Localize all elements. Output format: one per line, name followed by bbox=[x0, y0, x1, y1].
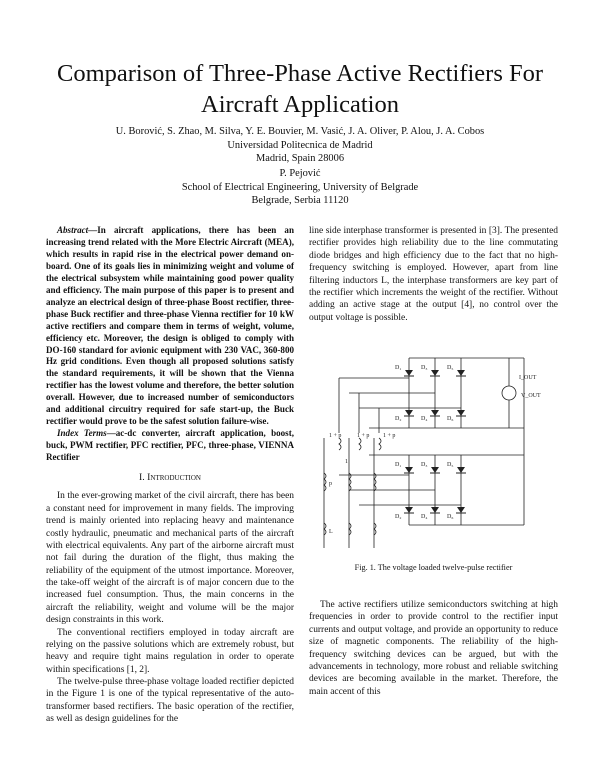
label-d5: D₅ bbox=[447, 365, 454, 371]
author-block-2 bbox=[30, 167, 570, 208]
paper-title bbox=[30, 58, 570, 120]
location-2: Belgrade, Serbia 11120 bbox=[251, 195, 349, 207]
title-line-2: Aircraft Application bbox=[201, 91, 399, 118]
index-terms-text: —ac-dc converter, aircraft application, boost, buck, PWM rectifier, PFC rectifier, PFC, three-phase, VIENNA Rectifier bbox=[46, 428, 294, 463]
label-d1: D₁ bbox=[395, 365, 402, 371]
left-column bbox=[46, 225, 294, 726]
label-d4b: D₄ bbox=[421, 514, 428, 520]
location-1: Madrid, Spain 28006 bbox=[255, 153, 345, 165]
label-d2b: D₂ bbox=[395, 514, 402, 520]
index-terms-label: Index Terms bbox=[57, 428, 107, 439]
label-1p-c: 1 + p bbox=[383, 433, 396, 439]
author-block-1 bbox=[30, 125, 570, 166]
right-column-top bbox=[309, 225, 558, 324]
label-vout: V_OUT bbox=[521, 393, 541, 399]
intro-paragraph-1: In the ever-growing market of the civil aircraft, there has been a constant need for improvement in many fields. The improving trend is mainly oriented into replacing heavy and maintenance costly hydraulic, pneumatic and mechanical parts of the aircraft with electrical equivalents. Any part of the airborne aircraft must not fail during the duration of the flight, thus making the reliability of the equipment of the utmost importance. Moreover, the take-off weight of the aircraft is of major concern due to the increased fuel consumption. Thus, the main concerns in the aircraft the reliability, weight and volume will be the major design constraints in this work. bbox=[46, 491, 294, 626]
abstract bbox=[46, 225, 294, 428]
label-d1b: D₁ bbox=[395, 462, 402, 468]
right-paragraph-2: The active rectifiers utilize semiconductors switching at high frequencies in order to provide control to the rectifier input currents and output voltage, and provide an opportunity to reduce size of magnetic components. The reliability of the high-frequency switching devices can be argued, but with the advancements in technology, more robust and reliable switching devices are becoming available in the market. Therefore, the main accent of this bbox=[309, 600, 558, 697]
circuit-diagram bbox=[309, 343, 558, 553]
intro-paragraph-2: The conventional rectifiers employed in today aircraft are relying on the passive solutions which are extremely robust, but heavy and require tight mains regulation in order to operate within specifications [1, 2]. bbox=[46, 627, 294, 675]
label-d4: D₄ bbox=[421, 416, 428, 422]
figure-1-circuit bbox=[309, 343, 558, 553]
label-d6b: D₆ bbox=[447, 514, 454, 520]
author-2: P. Pejović bbox=[279, 168, 321, 179]
right-column-bottom bbox=[309, 599, 558, 698]
right-paragraph-1: line side interphase transformer is presented in [3]. The presented rectifier provides high reliability due to the line commutating diode bridges and high efficiency due to the fact that no high-frequency switching is employed. However, apart from line filtering inductors L, the interphase transformers are key part of the rectifier which increments the weight of the rectifier. Without adding an active stage at the output [4], no control over the output voltage is possible. bbox=[309, 226, 558, 323]
section-heading-introduction: I. Introduction bbox=[139, 472, 201, 484]
label-d3b: D₃ bbox=[421, 462, 428, 468]
title-line-1: Comparison of Three-Phase Active Rectifiers For bbox=[56, 60, 544, 87]
intro-paragraph-3: The twelve-pulse three-phase voltage loaded rectifier depicted in the Figure 1 is one of the typical representative of the auto-transformer based rectifiers. The basic operation of the rectifier, as well as design guidelines for the bbox=[46, 677, 294, 725]
label-1p-b: 1 + p bbox=[357, 433, 370, 439]
abstract-label: Abstract bbox=[57, 225, 89, 235]
label-one: 1 bbox=[345, 459, 348, 465]
label-d5b: D₅ bbox=[447, 462, 454, 468]
affiliation-2: School of Electrical Engineering, University of Belgrade bbox=[181, 181, 419, 193]
author-list: U. Borović, S. Zhao, M. Silva, Y. E. Bouvier, M. Vasić, J. A. Oliver, P. Alou, J. A. Cobos bbox=[115, 126, 485, 137]
label-d6: D₆ bbox=[447, 416, 454, 422]
label-iout: I_OUT bbox=[519, 375, 537, 381]
label-d3: D₃ bbox=[421, 365, 428, 371]
label-1p-a: 1 + p bbox=[329, 433, 342, 439]
label-l: L bbox=[329, 529, 333, 535]
figure-caption: Fig. 1. The voltage loaded twelve-pulse rectifier bbox=[354, 563, 513, 572]
abstract-text: —In aircraft applications, there has been an increasing trend related with the More Electric Aircraft (MEA), which results in rapid rise in the electrical power demand on-board. One of its goals lies in minimizing weight and volume of the electrical subsystem while maintaining good power quality and efficiency. The main purpose of this paper is to present and analyze an electrical design of three-phase Boost rectifier, three-phase Buck rectifier and three-phase Vienna rectifier for 10 kW active rectifiers and compare them in terms of weight, volume, efficiency etc. Moreover, the design is obliged to comply with DO-160 standard for avionic equipment with 230 VAC, 360-800 Hz grid conditions. Even though all proposed solutions satisfy the standard requirements, it will be shown that the Vienna rectifier has the lowest volume and therefore, the better solution overall. However, due to increased number of semiconductors and additional circuitry required for safe start-up, the Buck rectifier would prove to be the safest solution failure-wise. bbox=[46, 225, 294, 427]
label-d2: D₂ bbox=[395, 416, 402, 422]
index-terms bbox=[46, 428, 294, 464]
label-p: p bbox=[329, 481, 332, 487]
affiliation-1: Universidad Politecnica de Madrid bbox=[227, 139, 373, 151]
